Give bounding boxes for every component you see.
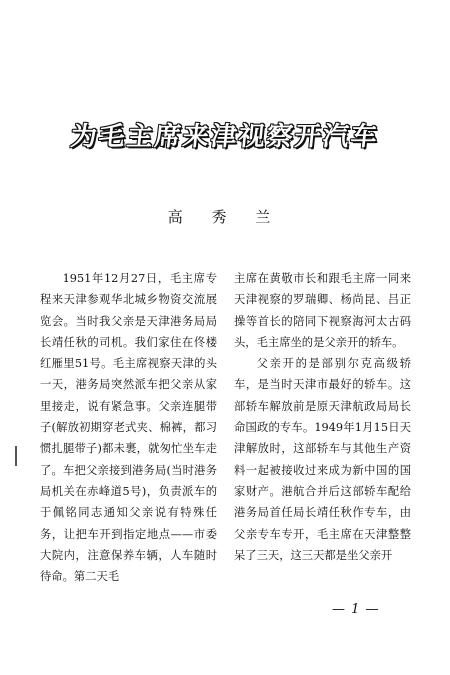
right-column [234, 268, 411, 566]
right-paragraph-2: 父亲开的是部别尔克高级轿车，是当时天津市最好的轿车。这部轿车解放前是原天津航政局局长命国政的专车。1949年1月15日天津解放时，这部轿车与其他生产资料一起被接收过来成为新中国的国家财产。港航合并后这部轿车配给港务局首任局长靖任秋作专车，由父亲专车专开，毛主席在天津整整呆了三天，这三天都是坐父亲开 [234, 357, 411, 562]
right-paragraph-continued: 主席在黄敬市长和跟毛主席一同来天津视察的罗瑞卿、杨尚昆、吕正操等首长的陪同下视察海河太古码头，毛主席坐的是父亲开的轿车。 [234, 272, 411, 349]
article-title: 为毛主席来津视察开汽车 [69, 122, 381, 152]
article-author: 高 秀 兰 [167, 208, 283, 226]
binding-mark [15, 446, 21, 466]
page-number: — 1 — [332, 602, 380, 617]
left-paragraph: 1951年12月27日，毛主席专程来天津参观华北城乡物资交流展览会。当时我父亲是天津港务局局长靖任秋的司机。我们家住在佟楼红雁里51号。毛主席视察天津的头一天，港务局突然派车把父亲从家里接走，说有紧急事。父亲连腿带子(解放初期穿老式夹、棉裤，都习惯扎腿带子)都未裹，就匆忙坐车走了。车把父亲接到港务局(当时港务局机关在赤峰道5号)，负责派车的于佩铭同志通知父亲说有特殊任务，让把车开到指定地点——市委大院内，注意保养车辆，人车随时待命。第二天毛 [40, 272, 217, 584]
left-column [40, 268, 217, 587]
